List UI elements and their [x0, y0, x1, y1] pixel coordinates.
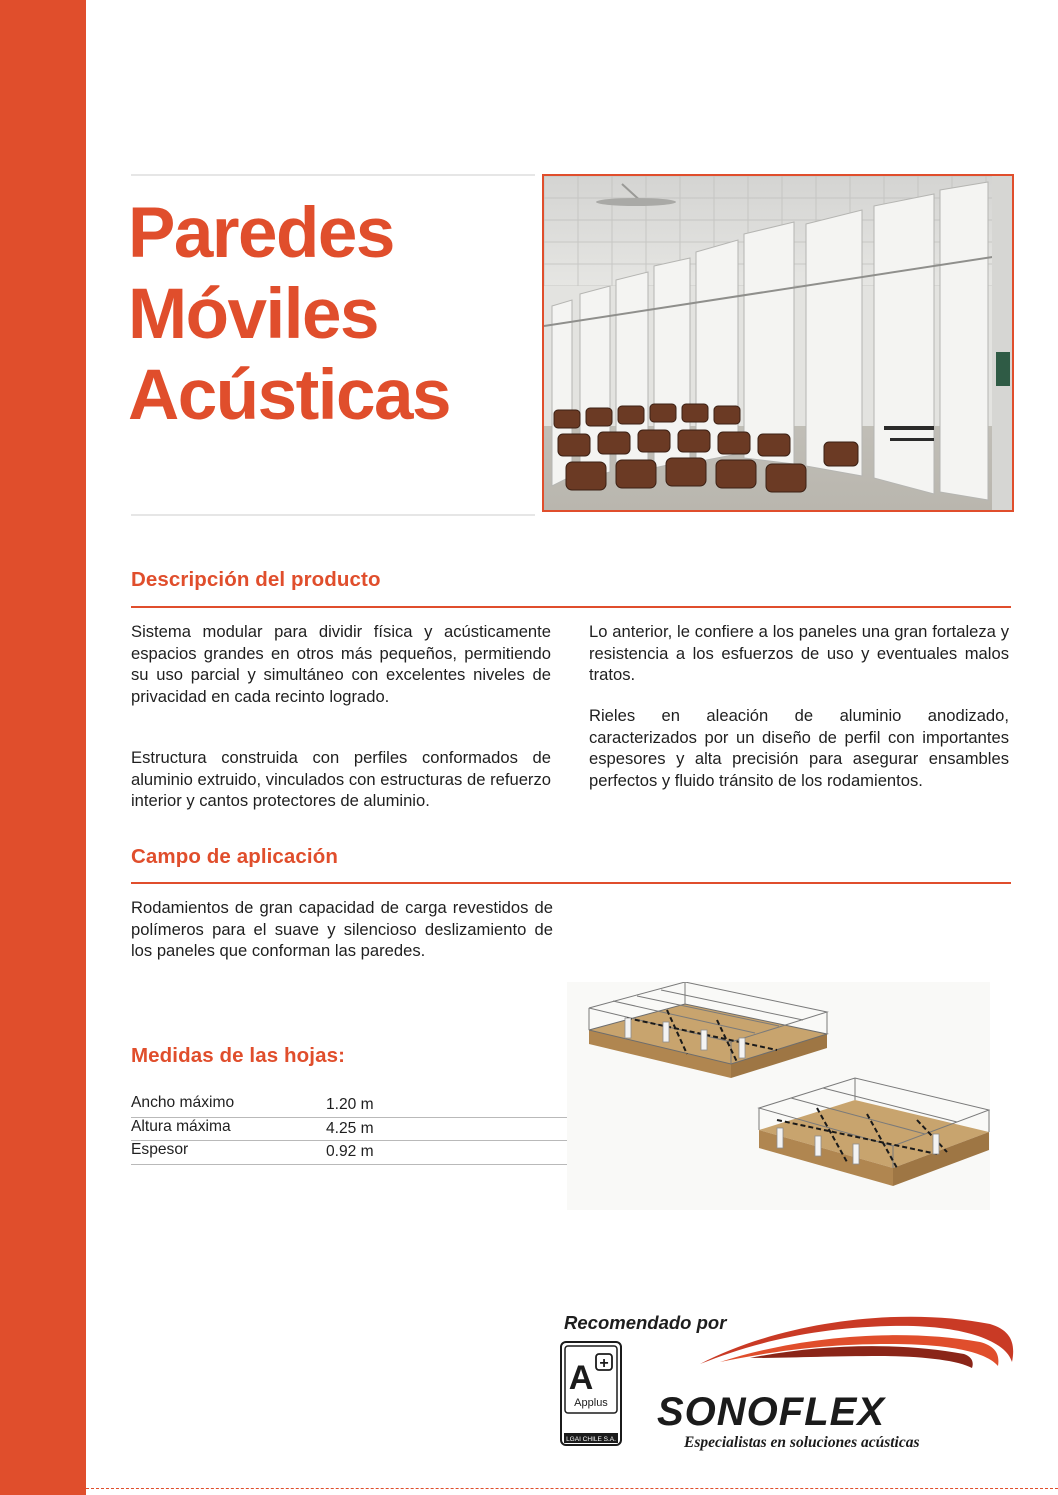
table-row	[131, 1094, 587, 1118]
applus-certification-icon	[560, 1341, 622, 1446]
cert-mark: A	[568, 1359, 594, 1397]
measures-table	[131, 1094, 587, 1165]
title-line-1: Paredes	[128, 194, 394, 273]
partition-diagram	[567, 982, 990, 1210]
application-paragraph: Rodamientos de gran capacidad de carga revestidos de polímeros para el suave y silencioso deslizamiento de los paneles que conforman las paredes.	[131, 898, 553, 960]
partition-layout-diagram-icon	[567, 982, 990, 1210]
title-line-3: Acústicas	[128, 356, 450, 435]
room-photo	[542, 174, 1014, 512]
title-top-rule	[131, 174, 535, 176]
brand-name: SONOFLEX	[657, 1390, 886, 1434]
description-paragraph-2: Estructura construida con perfiles conformados de aluminio extruido, vinculados con estructuras de refuerzo interior y cantos protectores de aluminio.	[131, 748, 551, 810]
cert-plus: +	[599, 1355, 609, 1372]
description-heading: Descripción del producto	[131, 568, 381, 591]
recommended-label: Recomendado por	[564, 1312, 727, 1333]
table-row	[131, 1118, 587, 1142]
side-accent-bar	[0, 0, 86, 1495]
measure-label: Ancho máximo	[131, 1094, 235, 1111]
measure-value: 0.92 m	[326, 1143, 374, 1160]
cert-subtitle: LGAI CHILE S.A.	[566, 1436, 616, 1443]
table-row	[131, 1141, 587, 1165]
measure-label: Altura máxima	[131, 1117, 231, 1135]
measures-heading: Medidas de las hojas:	[131, 1044, 345, 1067]
bottom-dashed-line	[86, 1488, 1058, 1489]
description-rule	[131, 606, 1011, 608]
title-bottom-rule	[131, 514, 535, 516]
cert-name: Applus	[574, 1397, 608, 1409]
page-title	[128, 193, 450, 436]
description-paragraph-1: Sistema modular para dividir física y acústicamente espacios grandes en otros más pequeños, permitiendo su uso parcial y simultáneo con excelentes niveles de privacidad en cada recinto logrado.	[131, 622, 551, 706]
title-line-2: Móviles	[128, 275, 378, 354]
brand-tagline: Especialistas en soluciones acústicas	[684, 1434, 920, 1451]
description-paragraph-3: Lo anterior, le confiere a los paneles una gran fortaleza y resistencia a los esfuerzos de uso y eventuales malos tratos.	[589, 622, 1009, 684]
description-paragraph-4: Rieles en aleación de aluminio anodizado, caracterizados por un diseño de perfil con importantes espesores y alta precisión para asegurar ensambles perfectos y fluido tránsito de los rodamientos.	[589, 706, 1009, 790]
application-heading: Campo de aplicación	[131, 845, 338, 868]
room-photo-icon	[544, 176, 1012, 510]
measure-value: 4.25 m	[326, 1119, 374, 1137]
measure-value: 1.20 m	[326, 1096, 374, 1113]
application-rule	[131, 882, 1011, 884]
measure-label: Espesor	[131, 1141, 189, 1158]
